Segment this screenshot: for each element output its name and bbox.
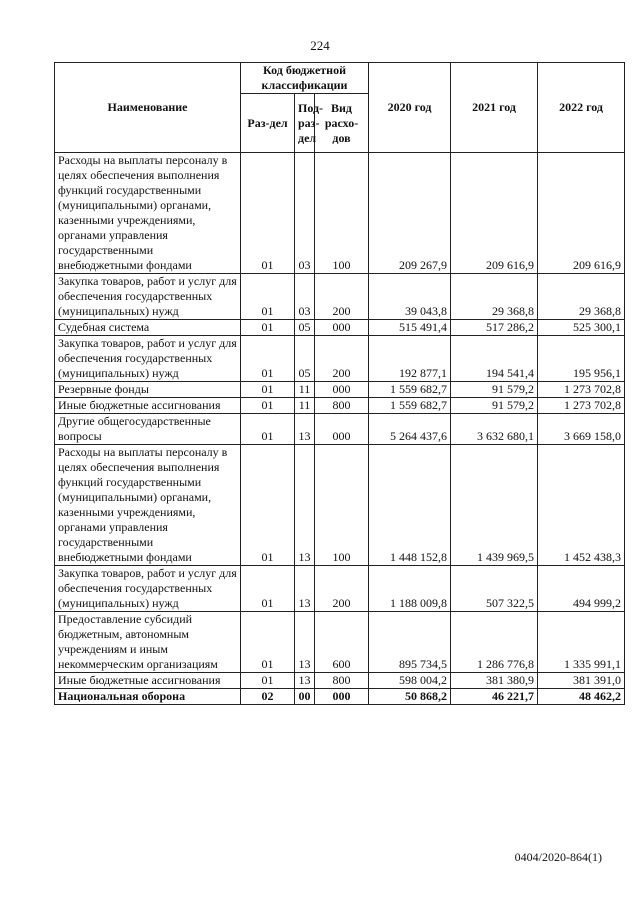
row-name: Другие общегосударственные вопросы: [55, 414, 241, 445]
header-expense-type: Вид расхо-дов: [315, 94, 369, 153]
row-value-2022: 209 616,9: [538, 153, 625, 274]
row-value-2022: 195 956,1: [538, 336, 625, 382]
row-subsection: 13: [295, 414, 315, 445]
row-expense-type: 100: [315, 153, 369, 274]
row-subsection: 13: [295, 566, 315, 612]
row-expense-type: 000: [315, 689, 369, 705]
row-section: 01: [241, 445, 295, 566]
table-row: [55, 414, 625, 445]
row-value-2021: 91 579,2: [451, 382, 538, 398]
row-value-2020: 1 559 682,7: [369, 382, 451, 398]
row-name: Иные бюджетные ассигнования: [55, 673, 241, 689]
row-value-2022: 525 300,1: [538, 320, 625, 336]
row-value-2021: 381 380,9: [451, 673, 538, 689]
row-section: 01: [241, 566, 295, 612]
table-row: [55, 153, 625, 274]
row-value-2022: 48 462,2: [538, 689, 625, 705]
row-expense-type: 100: [315, 445, 369, 566]
row-name: Иные бюджетные ассигнования: [55, 398, 241, 414]
row-subsection: 05: [295, 320, 315, 336]
row-name: Предоставление субсидий бюджетным, автономным учреждениям и иным некоммерческим организациям: [55, 612, 241, 673]
header-2021: 2021 год: [451, 63, 538, 153]
row-expense-type: 000: [315, 414, 369, 445]
row-value-2020: 598 004,2: [369, 673, 451, 689]
row-expense-type: 800: [315, 398, 369, 414]
row-subsection: 11: [295, 382, 315, 398]
row-expense-type: 000: [315, 320, 369, 336]
table-row: [55, 445, 625, 566]
row-subsection: 03: [295, 153, 315, 274]
row-section: 01: [241, 398, 295, 414]
table-row: [55, 689, 625, 705]
row-section: 01: [241, 336, 295, 382]
table-row: [55, 612, 625, 673]
page-number: 224: [310, 38, 330, 53]
row-value-2022: 1 452 438,3: [538, 445, 625, 566]
row-value-2022: 1 335 991,1: [538, 612, 625, 673]
header-name: Наименование: [55, 63, 241, 153]
budget-table: [54, 62, 625, 705]
header-code-group: Код бюджетной классификации: [241, 63, 369, 94]
table-row: [55, 566, 625, 612]
row-value-2020: 895 734,5: [369, 612, 451, 673]
row-value-2021: 46 221,7: [451, 689, 538, 705]
row-value-2021: 1 286 776,8: [451, 612, 538, 673]
row-value-2021: 91 579,2: [451, 398, 538, 414]
row-value-2020: 1 448 152,8: [369, 445, 451, 566]
row-name: Расходы на выплаты персоналу в целях обеспечения выполнения функций государственными (муниципальными) органами, казенными учреждениями, органами управления государственными внебюджетными фондами: [55, 445, 241, 566]
row-section: 01: [241, 382, 295, 398]
header-2020: 2020 год: [369, 63, 451, 153]
row-value-2022: 1 273 702,8: [538, 398, 625, 414]
row-expense-type: 600: [315, 612, 369, 673]
table-row: [55, 336, 625, 382]
row-expense-type: 200: [315, 336, 369, 382]
row-value-2020: 39 043,8: [369, 274, 451, 320]
row-section: 01: [241, 612, 295, 673]
row-value-2021: 507 322,5: [451, 566, 538, 612]
row-section: 01: [241, 153, 295, 274]
table-row: [55, 382, 625, 398]
row-value-2020: 192 877,1: [369, 336, 451, 382]
row-name: Закупка товаров, работ и услуг для обеспечения государственных (муниципальных) нужд: [55, 566, 241, 612]
row-name: Закупка товаров, работ и услуг для обеспечения государственных (муниципальных) нужд: [55, 336, 241, 382]
row-subsection: 00: [295, 689, 315, 705]
row-expense-type: 200: [315, 566, 369, 612]
table-row: [55, 398, 625, 414]
row-value-2020: 5 264 437,6: [369, 414, 451, 445]
row-value-2021: 29 368,8: [451, 274, 538, 320]
row-value-2020: 50 868,2: [369, 689, 451, 705]
row-expense-type: 800: [315, 673, 369, 689]
header-subsection: Под-раз-дел: [295, 94, 315, 153]
table-row: [55, 320, 625, 336]
row-value-2020: 1 559 682,7: [369, 398, 451, 414]
row-name: Закупка товаров, работ и услуг для обеспечения государственных (муниципальных) нужд: [55, 274, 241, 320]
row-section: 01: [241, 673, 295, 689]
row-value-2020: 209 267,9: [369, 153, 451, 274]
row-section: 02: [241, 689, 295, 705]
row-value-2022: 1 273 702,8: [538, 382, 625, 398]
row-subsection: 03: [295, 274, 315, 320]
row-value-2020: 515 491,4: [369, 320, 451, 336]
row-subsection: 13: [295, 673, 315, 689]
row-name: Национальная оборона: [55, 689, 241, 705]
row-value-2021: 194 541,4: [451, 336, 538, 382]
row-value-2022: 29 368,8: [538, 274, 625, 320]
row-value-2021: 3 632 680,1: [451, 414, 538, 445]
row-name: Резервные фонды: [55, 382, 241, 398]
row-value-2022: 494 999,2: [538, 566, 625, 612]
row-name: Судебная система: [55, 320, 241, 336]
document-code: 0404/2020-864(1): [514, 850, 602, 864]
row-expense-type: 200: [315, 274, 369, 320]
row-section: 01: [241, 274, 295, 320]
header-2022: 2022 год: [538, 63, 625, 153]
row-value-2020: 1 188 009,8: [369, 566, 451, 612]
row-subsection: 13: [295, 612, 315, 673]
row-value-2021: 209 616,9: [451, 153, 538, 274]
row-expense-type: 000: [315, 382, 369, 398]
row-value-2022: 3 669 158,0: [538, 414, 625, 445]
row-section: 01: [241, 320, 295, 336]
row-value-2021: 517 286,2: [451, 320, 538, 336]
row-name: Расходы на выплаты персоналу в целях обеспечения выполнения функций государственными (муниципальными) органами, казенными учреждениями, органами управления государственными внебюджетными фондами: [55, 153, 241, 274]
row-section: 01: [241, 414, 295, 445]
table-row: [55, 274, 625, 320]
row-value-2022: 381 391,0: [538, 673, 625, 689]
row-subsection: 05: [295, 336, 315, 382]
row-subsection: 13: [295, 445, 315, 566]
header-section: Раз-дел: [241, 94, 295, 153]
row-subsection: 11: [295, 398, 315, 414]
row-value-2021: 1 439 969,5: [451, 445, 538, 566]
table-row: [55, 673, 625, 689]
